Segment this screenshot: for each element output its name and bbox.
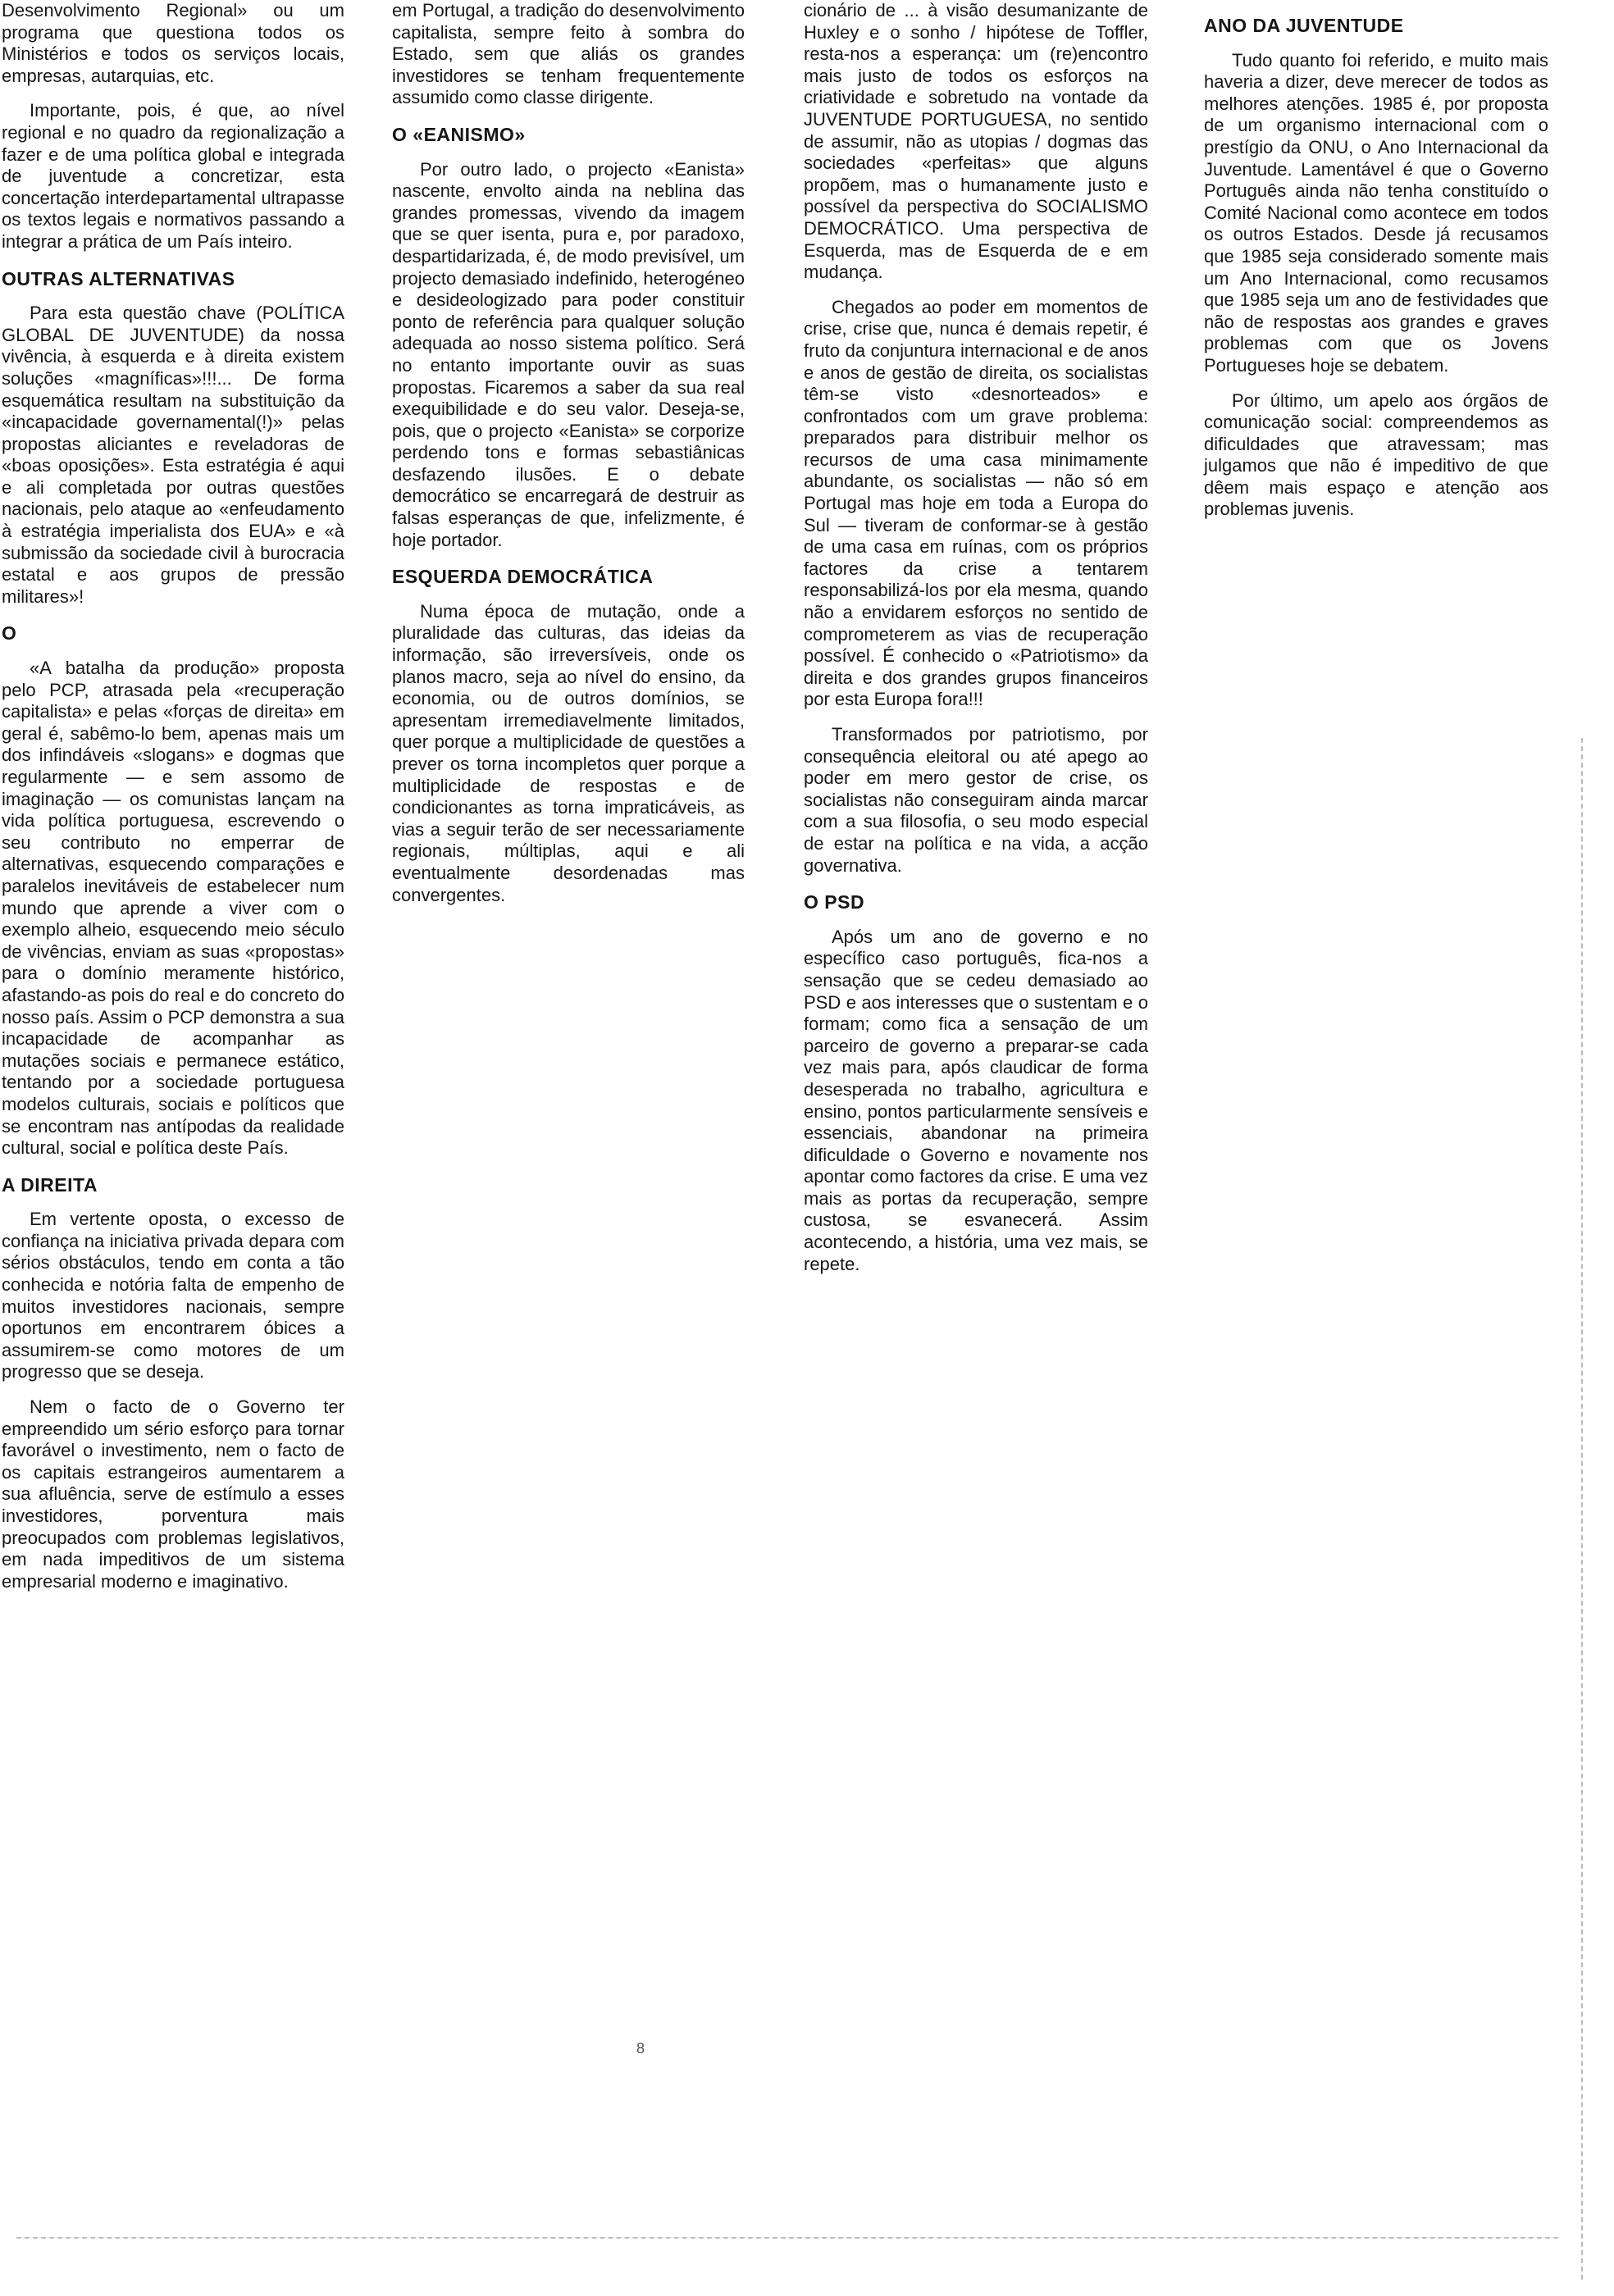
article-paragraph: Desenvolvimento Regional» ou um programa que questiona todos os Ministérios e todos os serviços locais, empresas, autarquias, etc. (2, 0, 344, 86)
article-paragraph: cionário de ... à visão desumanizante de Huxley e o sonho / hipótese de Toffler, resta-nos a esperança: um (re)encontro mais justo de todos os esforços na criatividade e sobretudo na vontade da JUVENTUDE PORTUGUESA, no sentido de assumir, não as utopias / dogmas das sociedades «perfeitas» que alguns propõem, mas o humanamente justo e possível da perspectiva do SOCIALISMO DEMOCRÁTICO. Uma perspectiva de Esquerda, mas de Esquerda de e em mudança. (804, 0, 1148, 283)
article-column-1 (2, 0, 344, 1606)
article-column-4 (1204, 0, 1548, 534)
section-heading: OUTRAS ALTERNATIVAS (2, 267, 235, 289)
article-paragraph: «A batalha da produção» proposta pelo PCP, atrasada pela «recuperação capitalista» e pelas «forças de direita» em geral é, sabêmo-lo bem, apenas mais um dos infindáveis «slogans» e dogmas que regularmente — e sem assomo de imaginação — os comunistas lançam na vida política portuguesa, escrevendo o seu contributo no emperrar de alternativas, esquecendo comparações e paralelos inevitáveis de estabelecer num mundo que aprende a viver com o exemplo alheio, esquecendo meio século de vivências, enviam as suas «propostas» para o domínio meramente histórico, afastando-as pois do real e do concreto do nosso país. Assim o PCP demonstra a sua incapacidade de acompanhar as mutações sociais e permanece estático, tentando por a sociedade portuguesa modelos culturais, sociais e políticos que se encontram nas antípodas da realidade cultural, social e política deste País. (2, 658, 344, 1159)
article-paragraph: Nem o facto de o Governo ter empreendido um sério esforço para tornar favorável o investimento, nem o facto de os capitais estrangeiros aumentarem a sua afluência, serve de estímulo a esses investidores, porventura mais preocupados com problemas legislativos, em nada impeditivos de um sistema empresarial moderno e imaginativo. (2, 1396, 344, 1592)
article-paragraph: em Portugal, a tradição do desenvolvimento capitalista, sempre feito à sombra do Estado, sem que aliás os grandes investidores se tenham frequentemente assumido como classe dirigente. (392, 0, 745, 108)
article-paragraph: Importante, pois, é que, ao nível regional e no quadro da regionalização a fazer e de uma política global e integrada de juventude a concretizar, esta concertação interdepartamental ultrapasse os textos legais e normativos passando a integrar a prática de um País inteiro. (2, 100, 344, 252)
article-paragraph: Numa época de mutação, onde a pluralidade das culturas, das ideias da informação, são irreversíveis, onde os planos macro, seja ao nível do ensino, da economia, ou de outros domínios, se apresentam irremediavelmente limitados, quer porque a multiplicidade de questões a prever os torna incompletos quer porque a multiplicidade de respostas e de condicionantes as torna impraticáveis, as vias a seguir terão de ser necessariamente regionais, múltiplas, aqui e ali eventualmente desordenadas mas convergentes. (392, 600, 745, 905)
article-paragraph: Por último, um apelo aos órgãos de comunicação social: compreendemos as dificuldades que atravessam; mas julgamos que não é impeditivo de que dêem mais espaço e atenção aos problemas juvenis. (1204, 390, 1548, 520)
section-heading: ESQUERDA DEMOCRÁTICA (392, 566, 654, 588)
section-heading: O «EANISMO» (392, 123, 526, 145)
page-number: 8 (636, 2040, 645, 2057)
scan-edge-bottom (16, 2237, 1558, 2240)
section-heading: ANO DA JUVENTUDE (1204, 15, 1404, 36)
section-heading: O (2, 622, 17, 645)
article-paragraph: Após um ano de governo e no específico caso português, fica-nos a sensação que se cedeu demasiado ao PSD e aos interesses que o sustentam e o formam; como fica a sensação de um parceiro de governo a preparar-se cada vez mais para, após claudicar de forma desesperada no trabalho, agricultura e ensino, pontos particularmente sensíveis e essenciais, abandonar na primeira dificuldade o Governo e novamente nos apontar como factores da crise. E uma vez mais as portas da recuperação, sempre custosa, se esvanecerá. Assim acontecendo, a história, uma vez mais, se repete. (804, 926, 1148, 1274)
article-paragraph: Tudo quanto foi referido, e muito mais haveria a dizer, deve merecer de todos as melhores atenções. 1985 é, por proposta de um organismo internacional com o prestígio da ONU, o Ano Internacional da Juventude. Lamentável é que o Governo Português ainda não tenha constituído o Comité Nacional como acontece em todos os outros Estados. Desde já recusamos que 1985 seja considerado somente mais um Ano Internacional, como recusamos que 1985 seja um ano de festividades que não de respostas aos grandes e graves problemas com que os Jovens Portugueses hoje se debatem. (1204, 49, 1548, 376)
article-paragraph: Chegados ao poder em momentos de crise, crise que, nunca é demais repetir, é fruto da conjuntura internacional e de anos e anos de gestão de direita, os socialistas têm-se visto «desnorteados» e confrontados com um grave problema: preparados para distribuir melhor os recursos de uma casa minimamente abundante, os socialistas — não só em Portugal mas hoje em toda a Europa do Sul — tiveram de conformar-se à gestão de uma casa em ruínas, com os próprios factores da crise a tentarem responsabilizá-los por ela mesma, quando não a envidarem esforços no sentido de comprometerem as vias de recuperação possível. É conhecido o «Patriotismo» da direita e dos grandes grupos financeiros por esta Europa fora!!! (804, 296, 1148, 710)
article-paragraph: Transformados por patriotismo, por consequência eleitoral ou até apego ao poder em mero gestor de crise, os socialistas não conseguiram ainda marcar com a sua filosofia, o seu modo especial de estar na política e na vida, a acção governativa. (804, 724, 1148, 876)
article-column-2 (392, 0, 745, 919)
article-paragraph: Por outro lado, o projecto «Eanista» nascente, envolto ainda na neblina das grandes promessas, vivendo da imagem que se quer isenta, pura e, por paradoxo, despartidarizada, é, de modo previsível, um projecto demasiado indefinido, heterogéneo e desideologizado para poder constituir ponto de referência para qualquer solução adequada ao nosso sistema político. Será no entanto importante ouvir as suas propostas. Ficaremos a saber da sua real exequibilidade e do seu valor. Deseja-se, pois, que o projecto «Eanista» se corporize perdendo tons e formas sebastiânicas desfazendo ilusões. E o debate democrático se encarregará de destruir as falsas esperanças de que, infelizmente, é hoje portador. (392, 158, 745, 550)
scan-edge-right (1581, 738, 1584, 2280)
article-paragraph: Para esta questão chave (POLÍTICA GLOBAL DE JUVENTUDE) da nossa vivência, à esquerda e à direita existem soluções «magníficas»!!!... De forma esquemática resultam na substituição da «incapacidade governamental(!)» pelas propostas aliciantes e reveladoras de «boas oposições». Esta estratégia é aqui e ali completada por outras questões nacionais, pelo ataque ao «enfeudamento à estratégia imperialista dos EUA» e «à submissão da sociedade civil à burocracia estatal e aos grupos de pressão militares»! (2, 303, 344, 607)
section-heading: A DIREITA (2, 1173, 98, 1196)
section-heading: O PSD (804, 891, 865, 913)
article-column-3 (804, 0, 1148, 1288)
article-paragraph: Em vertente oposta, o excesso de confiança na iniciativa privada depara com sérios obstáculos, tendo em conta a tão conhecida e notória falta de empenho de muitos investidores nacionais, sempre oportunos em encontrarem óbices a assumirem-se como motores de um progresso que se deseja. (2, 1209, 344, 1383)
